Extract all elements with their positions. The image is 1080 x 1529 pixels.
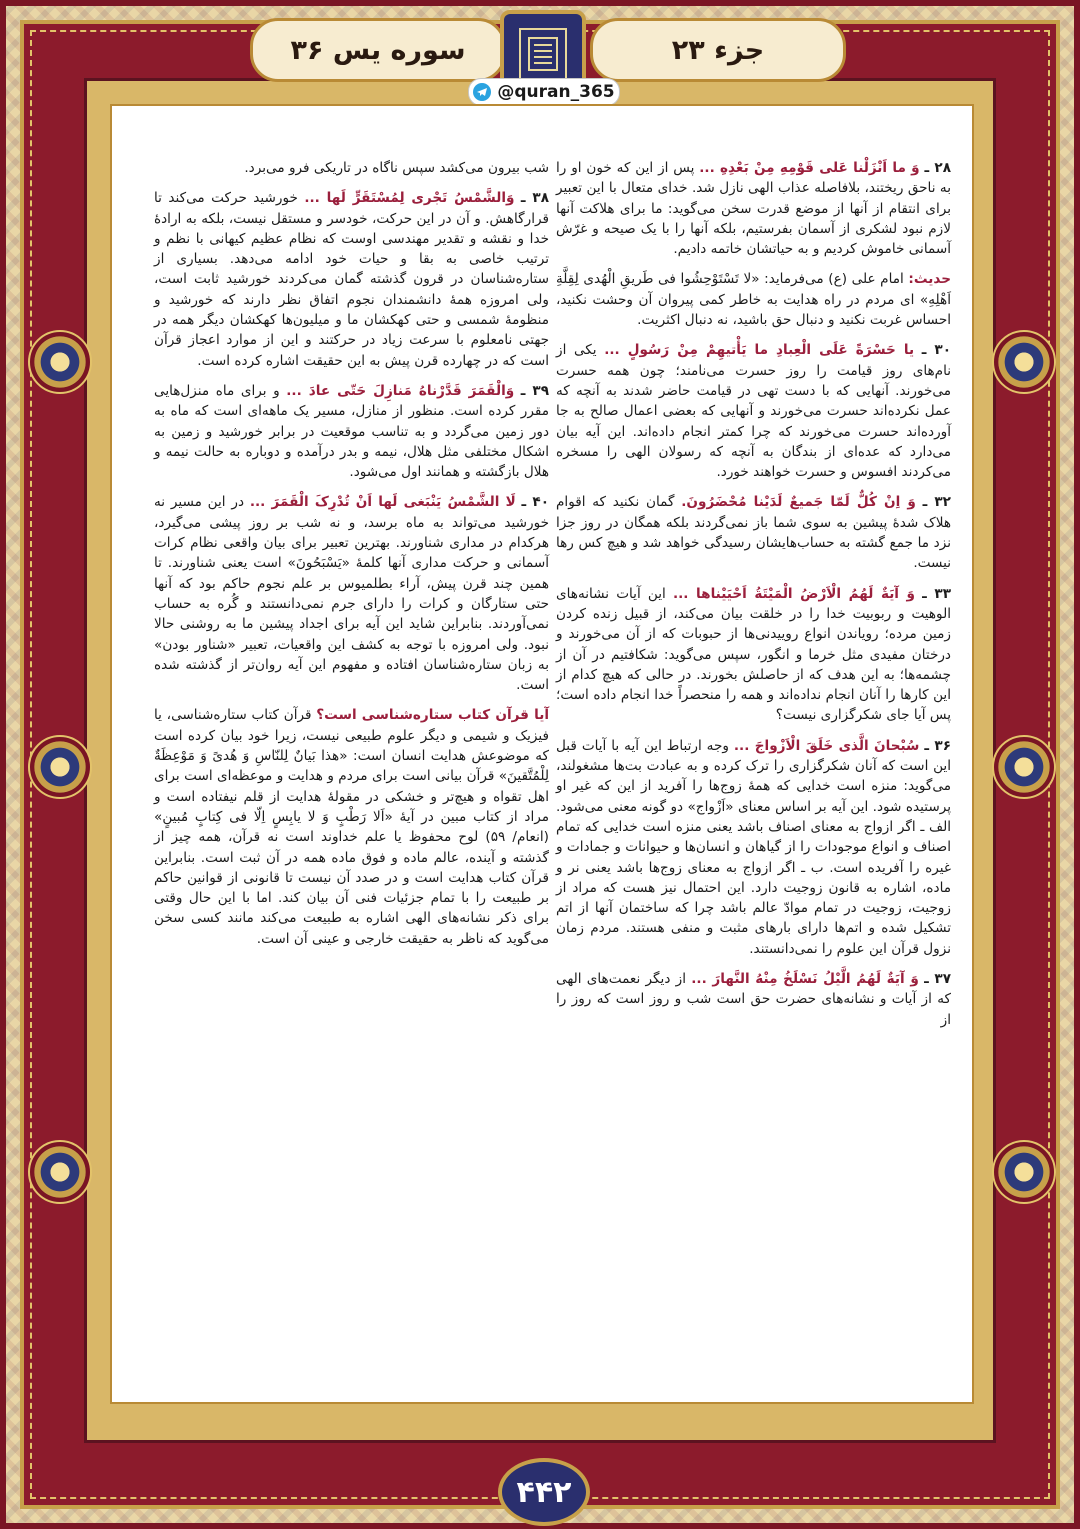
verse-commentary: شب بیرون می‌کشد سپس ناگاه در تاریکی فرو می‌برد. <box>244 160 549 176</box>
text-panel <box>110 104 974 1404</box>
telegram-icon <box>473 83 491 101</box>
channel-handle[interactable] <box>468 78 620 106</box>
right-column <box>556 158 951 1040</box>
page-number: ۴۴۲ <box>498 1458 590 1526</box>
rosette-ornament <box>992 1140 1056 1204</box>
verse-commentary: ۳۰ ـ یا حَسْرَةً عَلَی الْعِبادِ ما یَأْتیهِمْ مِنْ رَسُولٍ ... یکی از نام‌های روز قیامت را روز حسرت می‌نامند؛ چون همه حسرت می‌خورند. آنهایی که با دست تهی در قیامت حاضر شدند به آنچه که عمل نکرده‌اند حسرت می‌خورند و آنهایی که بعضی اعمال صالح به جا آورده‌اند حسرت می‌خورند که چرا کمتر انجام داده‌اند. این آیه بیان می‌دارد که عده‌ای از بندگان به آنچه که رسولان الهی را مسخره می‌کردند افسوس و حسرت خواهند خورد. <box>556 342 951 481</box>
section-commentary: آیا قرآن کتاب ستاره‌شناسی است؟ قرآن کتاب ستاره‌شناسی، یا فیزیک و شیمی و دیگر علوم طبیعی نیست، زیرا خود بیان کرده است که موضوعش هدایت انسان است: «هذا بَیانٌ لِلنّاسِ وَ هُدیً وَ مَوْعِظَةٌ لِلْمُتَّقینَ» قرآن بیانی است برای مردم و هدایت و موعظه‌ای است برای اهل تقواه و هیچ‌تر و خشکی در مقولهٔ هدایت از قلم نیفتاده است و مراد از کتاب مبین در آیهٔ «اَلا رَطْبٍ وَ لا یابِسٍ اِلّا فی کِتابٍ مُبینٍ» (انعام/ ۵۹) لوح محفوظ یا علم خداوند است نه قرآن، همه چیز از گذشته و آینده، عالم ماده و فوق ماده همه در آن ثبت است. بنابراین قرآن کتاب هدایت است و در صدد آن نیست تا قانونی از قوانین حاکم بر طبیعت را با تمام جزئیات فنی آن بیان کند. اما با این حال وقتی برای ذکر نشانه‌های الهی اشاره به طبیعت می‌کند مانند کسی سخن می‌گوید که ناظر به حقیقت خارجی و عینی آن است. <box>154 707 549 947</box>
rosette-ornament <box>992 330 1056 394</box>
verse-commentary: ۳۸ ـ وَالشَّمْسُ تَجْری لِمُسْتَقَرٍّ لَها ... خورشید حرکت می‌کند تا قرارگاهش. و آن در این حرکت، خودسر و مستقل نیست، بلکه به ارادهٔ خدا و نقشه و تقدیر مهندسی اوست که نظام عظیم کیهانی با نظم و ترتیب خاصی به بقا و حیات خود ادامه می‌دهد. بسیاری از ستاره‌شناسان در قرون گذشته گمان می‌کردند خورشید ثابت است، ولی امروزه همهٔ دانشمندان نجوم اتفاق نظر دارند که خورشید و منظومهٔ شمسی و حتی کهکشان ما و میلیون‌ها کهکشان دیگر همه در جهتی نامعلوم با سرعت زیاد در حرکتند و این از موارد اعجاز قرآن است که در چهارده قرن پیش به این حقیقت اشاره کرده است. <box>154 190 549 369</box>
verse-commentary: ۳۶ ـ سُبْحانَ الَّذی خَلَقَ الْاَزْواجَ ... وجه ارتباط این آیه با آیات قبل این است که آنان شکرگزاری را ترک کرده و به عبادت بت‌ها مشغولند، می‌گوید: منزه است خدایی که همهٔ زوج‌ها را آفرید از این که غیر او پرستیده شود. این آیه بر اساس معنای «اَزْواج» دو گونه معنی می‌شود. الف ـ اگر ازواج به معنای اصناف باشد یعنی منزه است خدایی که تمام اصناف و انواع موجودات را از گیاهان و انسان‌ها و حیوانات و جمادات و غیره را آفریده است. ب ـ اگر ازواج به معنای زوج‌ها باشد یعنی نر و ماده، اشاره به قانون زوجیت دارد. این احتمال نیز هست که مراد از زوجیت، زوجیت در تمام موادّ عالم باشد چرا که ساختمان آنها از اتم تشکیل شده و اتم‌ها دارای بارهای مثبت و منفی هستند. مردم زمان نزول قرآن این علوم را نمی‌دانستند. <box>556 737 951 957</box>
rosette-ornament <box>28 735 92 799</box>
rosette-ornament <box>992 735 1056 799</box>
verse-commentary: ۳۷ ـ وَ آیَةٌ لَهُمُ الَّیْلُ نَسْلَخُ مِنْهُ النَّهارَ ... از دیگر نعمت‌های الهی که از آیات و نشانه‌های حضرت حق است شب و روز است که روز را از <box>556 970 951 1028</box>
surah-title: سوره یس ۳۶ <box>250 18 506 82</box>
channel-handle-text: @quran_365 <box>497 82 615 102</box>
hadith-commentary: حدیث: امام علی (ع) می‌فرماید: «لا تَسْتَوْحِشُوا فی طَریقِ الْهُدی لِقِلَّةِ اَهْلِهِ» ای مردم در راه هدایت به خاطر کمی پیروان آن وحشت نکنید، احساس غربت نکنید و دنبال حق باشید، نه دنبال اکثریت. <box>556 271 951 329</box>
juz-title: جزء ۲۳ <box>590 18 846 82</box>
verse-commentary: ۲۸ ـ وَ ما اَنْزَلْنا عَلى قَوْمِهِ مِنْ بَعْدِهِ ... پس از این که خون او را به ناحق ریختند، بلافاصله عذاب الهی نازل شد. خدای متعال با این تعبیر برای انتقام از آنها از موضع قدرت سخن می‌گوید: ما برای هلاکت آنها لازم نبود لشکری از آسمان بفرستیم، بلکه آنها را با یک صیحه و غرّش آسمانی خاموش کردیم و به حیاتشان خاتمه دادیم. <box>556 160 951 258</box>
verse-commentary: ۴۰ ـ لَا الشَّمْسُ یَنْبَغی لَها اَنْ تُدْرِکَ الْقَمَرَ ... در این مسیر نه خورشید می‌تواند به ماه برسد، و نه شب بر روز پیشی می‌گیرد، هرکدام در مداری شناورند. بهترین تعبیر برای بیان واقعی نظام کرات آسمانی و حرکت مداری آنها کلمهٔ «یَسْبَحُونَ» است یعنی شناورند. تا همین چند قرن پیش، آراء بطلمیوس بر علم نجوم حاکم بود که آنها حتی ستارگان و کرات را دارای جرم نمی‌دانستند و گُره به حساب نمی‌آوردند. بنابراین شاید این آیه برای اجداد پیشین ما به روشنی حالا نبود. ولی امروزه با توجه به کشف این واقعیات، تعبیر «شناور بودن» به زبان ستاره‌شناسان افتاده و مفهوم این آیه روان‌تر از گذشته شده است. <box>154 494 549 694</box>
left-column <box>154 158 549 959</box>
verse-commentary: ۳۳ ـ وَ آیَةٌ لَهُمُ الْاَرْضُ الْمَیْتَةُ اَحْیَیْناها ... این آیات نشانه‌های الوهیت و ربوبیت خدا را در خلقت بیان می‌کند، از قبیل زنده کردن زمین مرده؛ رویاندن انواع روییدنی‌ها از حبوبات که از آن می‌خورند و درختان مفیدی مثل خرما و انگور، سپس می‌گوید: شکافتیم در آن از چشمه‌ها؛ به این هدف که از حاصلش بخورند. در حالی که هیچ کدام از این کارها را آنان انجام نداده‌اند و همه را منحصراً خدا انجام داده است؛ پس آیا جای شکرگزاری نیست؟ <box>556 585 951 724</box>
verse-commentary: ۳۲ ـ وَ اِنْ کُلٌّ لَمّا جَمیعٌ لَدَیْنا مُحْضَرُونَ. گمان نکنید که اقوام هلاک شدهٔ پیشین به سوی شما باز نمی‌گردند بلکه همگان در روز جزا نزد ما جمع گشته به حساب‌هایشان رسیدگی خواهد شد و هیچ کس رها نیست. <box>556 494 951 572</box>
rosette-ornament <box>28 330 92 394</box>
verse-commentary: ۳۹ ـ وَالْقَمَرَ قَدَّرْناهُ مَنازِلَ حَتّی عادَ ... و برای ماه منزل‌هایی مقرر کرده است. منظور از منازل، مسیر یک ماهه‌ای است که ماه به دور زمین می‌گردد و به تناسب موقعیت در برابر خورشید و زمین به اشکال مختلفی مثل هلال، نیمه و بدر درآمده و دوباره به حالت نیمه و هلال بازگشته و همانند اول می‌شود. <box>154 382 549 481</box>
rosette-ornament <box>28 1140 92 1204</box>
